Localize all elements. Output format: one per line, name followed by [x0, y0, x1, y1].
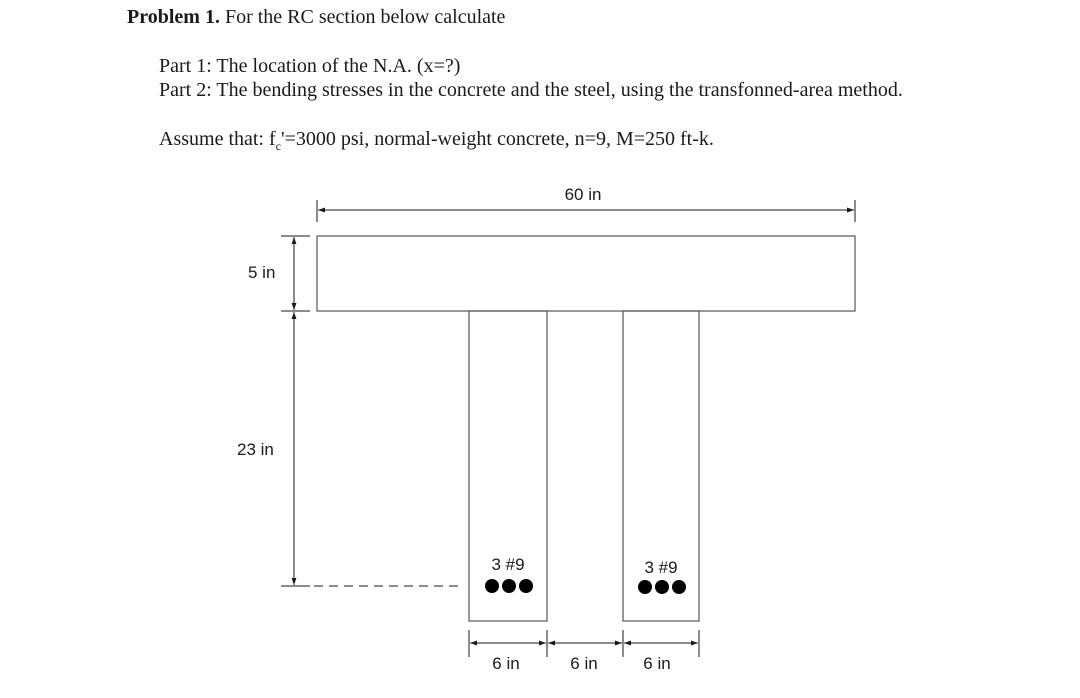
problem-heading: Problem 1. — [127, 6, 220, 28]
flange — [317, 236, 855, 311]
rebar-right-bars — [638, 580, 686, 594]
part-2-text: Part 2: The bending stresses in the concrete and the steel, using the transfonned-area method. — [159, 79, 903, 101]
rebar-left-bars — [485, 579, 533, 593]
rebar-left-label: 3 #9 — [491, 555, 525, 574]
depth-dimensions — [281, 236, 310, 586]
part-1-text: Part 1: The location of the N.A. (x=?) — [159, 55, 461, 77]
assume-subscript: c — [275, 139, 281, 153]
flange-width-label: 60 in — [564, 185, 602, 204]
web-left-width-label: 6 in — [492, 654, 520, 673]
gap-width-label: 6 in — [570, 654, 598, 673]
assume-suffix: '=3000 psi, normal-weight concrete, n=9, M=250 ft-k. — [280, 128, 714, 150]
web-left — [469, 311, 547, 621]
bottom-width-dimensions — [469, 630, 699, 657]
flange-depth-label: 5 in — [248, 263, 276, 282]
rebar-right-label: 3 #9 — [644, 558, 678, 577]
web-depth-label: 23 in — [237, 440, 274, 459]
problem-intro: For the RC section below calculate — [219, 6, 506, 28]
web-right-width-label: 6 in — [643, 654, 671, 673]
assume-prefix: Assume that: f — [159, 128, 276, 150]
